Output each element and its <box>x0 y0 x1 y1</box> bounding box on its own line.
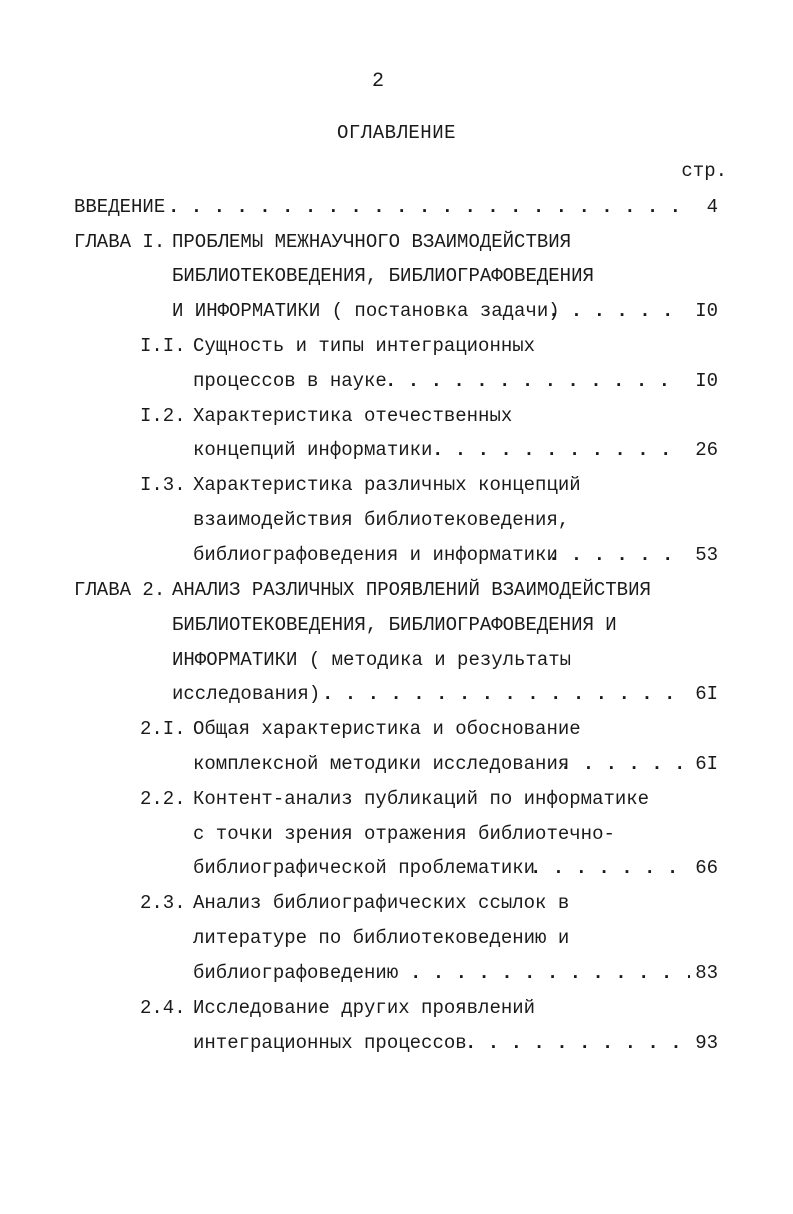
toc-section-2-1-number: 2.I. <box>140 718 186 740</box>
page-number: 2 <box>372 70 385 93</box>
toc-chapter-2-number: ГЛАВА 2. <box>74 579 166 601</box>
toc-section-2-1-page: 6I <box>695 753 718 775</box>
toc-section-1-3-line-3: библиографоведения и информатики <box>193 544 558 566</box>
toc-section-1-2-number: I.2. <box>140 405 186 427</box>
toc-chapter-1-line-2: БИБЛИОТЕКОВЕДЕНИЯ, БИБЛИОГРАФОВЕДЕНИЯ <box>172 265 594 287</box>
toc-chapter-2-line-1: АНАЛИЗ РАЗЛИЧНЫХ ПРОЯВЛЕНИЙ ВЗАИМОДЕЙСТВИЯ <box>172 579 651 601</box>
toc-section-2-3-page: 83 <box>695 962 718 984</box>
toc-chapter-1-line-1: ПРОБЛЕМЫ МЕЖНАУЧНОГО ВЗАИМОДЕЙСТВИЯ <box>172 231 572 253</box>
toc-chapter-1-page: I0 <box>695 300 718 322</box>
dot-leader <box>322 680 690 708</box>
toc-section-2-3-number: 2.3. <box>140 892 186 914</box>
toc-section-2-2-page: 66 <box>695 857 718 879</box>
toc-section-2-1-line-2: комплексной методики исследования <box>193 753 570 775</box>
toc-section-1-1-line-2: процессов в науке <box>193 370 387 392</box>
toc-section-1-2-page: 26 <box>695 439 718 461</box>
toc-section-2-2-line-2: с точки зрения отражения библиотечно- <box>193 823 615 845</box>
toc-section-2-4-page: 93 <box>695 1032 718 1054</box>
dot-leader <box>432 436 678 464</box>
toc-section-2-3-line-2: литературе по библиотековедению и <box>193 927 570 949</box>
page-title: ОГЛАВЛЕНИЕ <box>336 122 457 144</box>
dot-leader <box>385 367 678 395</box>
toc-section-1-3-line-2: взаимодействия библиотековедения, <box>193 509 570 531</box>
dot-leader <box>410 959 690 987</box>
toc-section-1-1-page: I0 <box>695 370 718 392</box>
toc-section-2-2-line-3: библиографической проблематики <box>193 857 536 879</box>
dot-leader <box>465 1029 690 1057</box>
toc-section-2-3-line-3: библиографоведению <box>193 962 399 984</box>
toc-section-2-2-number: 2.2. <box>140 788 186 810</box>
toc-section-2-4-number: 2.4. <box>140 997 186 1019</box>
toc-section-1-2-line-1: Характеристика отечественных <box>193 405 513 427</box>
toc-chapter-2-line-2: БИБЛИОТЕКОВЕДЕНИЯ, БИБЛИОГРАФОВЕДЕНИЯ И <box>172 614 617 636</box>
toc-section-1-1-line-1: Сущность и типы интеграционных <box>193 335 536 357</box>
toc-section-2-1-line-1: Общая характеристика и обоснование <box>193 718 581 740</box>
toc-entry-intro-page: 4 <box>706 196 718 218</box>
toc-section-2-4-line-2: интеграционных процессов <box>193 1032 467 1054</box>
toc-chapter-2-page: 6I <box>695 683 718 705</box>
toc-chapter-1-line-3: И ИНФОРМАТИКИ ( постановка задачи) <box>172 300 560 322</box>
toc-section-1-2-line-2: концепций информатики <box>193 439 433 461</box>
toc-section-1-1-number: I.I. <box>140 335 186 357</box>
dot-leader <box>168 193 678 221</box>
toc-section-2-3-line-1: Анализ библиографических ссылок в <box>193 892 570 914</box>
page-column-header: стр. <box>681 160 727 182</box>
toc-chapter-1-number: ГЛАВА I. <box>74 231 166 253</box>
toc-section-1-3-line-1: Характеристика различных концепций <box>193 474 581 496</box>
toc-section-2-2-line-1: Контент-анализ публикаций по информатике <box>193 788 650 810</box>
toc-chapter-2-line-3: ИНФОРМАТИКИ ( методика и результаты <box>172 649 572 671</box>
toc-section-2-4-line-1: Исследование других проявлений <box>193 997 536 1019</box>
toc-chapter-2-line-4: исследования) <box>172 683 321 705</box>
toc-entry-intro-line-1: ВВЕДЕНИЕ <box>74 196 166 218</box>
toc-section-1-3-number: I.3. <box>140 474 186 496</box>
toc-section-1-3-page: 53 <box>695 544 718 566</box>
dot-leader <box>530 854 678 882</box>
